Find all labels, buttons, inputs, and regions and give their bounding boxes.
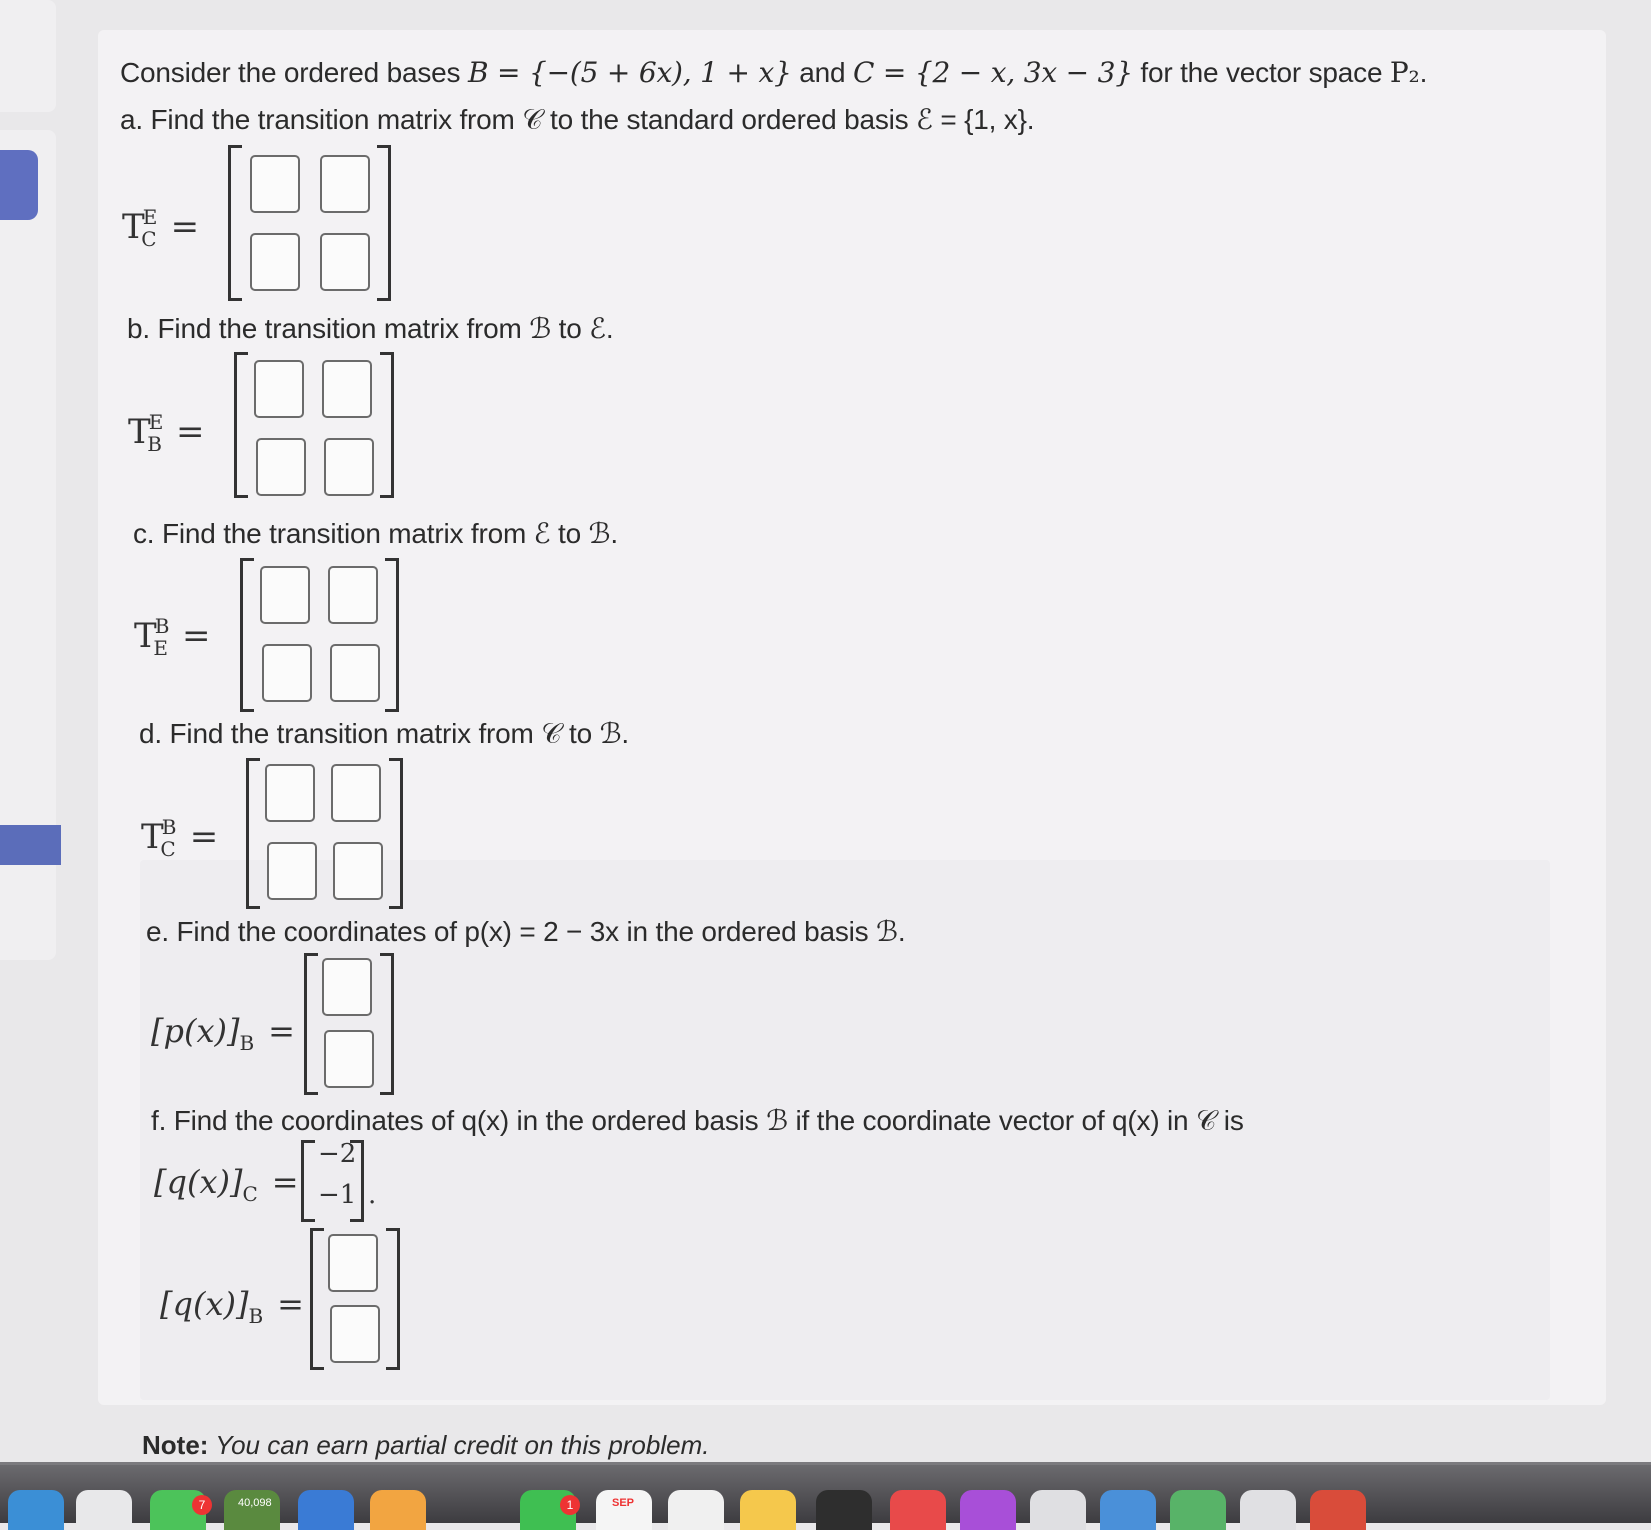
p-vector: [p(x)] [151,1012,240,1050]
basis-c: C = {2 − x, 3x − 3} [852,56,1133,89]
subscript: B [147,432,162,456]
equals-sign: = [271,1163,299,1201]
part-b-lhs [128,410,205,456]
app-icon[interactable] [1310,1490,1366,1530]
answer-d-11[interactable] [265,764,315,822]
equals-sign: = [268,1012,295,1050]
photos-icon[interactable] [370,1490,426,1530]
vector-bracket-right [386,1228,400,1370]
equals-sign: = [176,412,205,452]
matrix-bracket-right [385,558,399,712]
vector-bracket-right [380,953,394,1095]
basis-b: B = {−(5 + 6x), 1 + x} [467,56,792,89]
part-f-lhs [160,1285,304,1328]
subscript: E [153,636,168,660]
answer-f-1[interactable] [328,1234,378,1292]
given-period: . [368,1180,377,1210]
app-icon[interactable] [1100,1490,1156,1530]
given-value-1: −2 [318,1139,357,1169]
messages-badge: 7 [192,1495,212,1515]
part-d-prompt: d. Find the transition matrix from 𝒞 to ℬ. [139,718,629,749]
answer-a-21[interactable] [250,233,300,291]
answer-e-1[interactable] [322,958,372,1016]
sidebar-card [0,0,56,112]
part-d-lhs [141,815,218,861]
matrix-bracket-left [234,352,248,498]
answer-b-12[interactable] [322,360,372,418]
app-icon[interactable] [1240,1490,1296,1530]
t-symbol: T [122,207,145,247]
answer-b-11[interactable] [254,360,304,418]
problem-statement [120,56,1427,89]
given-value-2: −1 [318,1180,357,1210]
t-symbol: T [128,412,151,452]
facetime-badge: 1 [560,1495,580,1515]
part-f-prompt: f. Find the coordinates of q(x) in the ordered basis ℬ if the coordinate vector of q(x) in 𝒞 is [151,1105,1244,1136]
app-icon[interactable] [1170,1490,1226,1530]
subscript: B [239,1031,255,1055]
answer-a-11[interactable] [250,155,300,213]
matrix-bracket-right [389,758,403,909]
q-vector: [q(x)] [160,1285,249,1323]
part-c-lhs [134,614,211,660]
app-icon[interactable] [1030,1490,1086,1530]
superscript: E [148,410,164,434]
equals-sign: = [277,1285,304,1323]
answer-d-22[interactable] [333,842,383,900]
t-symbol: T [134,616,157,656]
equals-sign: = [189,817,219,857]
calendar-icon[interactable] [596,1490,652,1530]
part-e-lhs [151,1012,295,1055]
subscript: B [248,1304,264,1328]
part-a-prompt: a. Find the transition matrix from 𝒞 to the standard ordered basis ℰ = {1, x}. [120,104,1035,135]
part-e-prompt: e. Find the coordinates of p(x) = 2 − 3x in the ordered basis ℬ. [146,916,906,947]
subscript: C [160,837,176,861]
left-sidebar [0,0,80,960]
answer-b-21[interactable] [256,438,306,496]
t-symbol: T [141,817,164,857]
vector-space: P₂ [1389,56,1420,89]
matrix-bracket-left [240,558,254,712]
music-icon[interactable] [890,1490,946,1530]
app-store-icon[interactable] [298,1490,354,1530]
vector-bracket-left [304,953,318,1095]
terminal-icon[interactable] [816,1490,872,1530]
part-c-prompt: c. Find the transition matrix from ℰ to ℬ. [133,518,618,549]
matrix-bracket-right [380,352,394,498]
vector-bracket-left [310,1228,324,1370]
part-b-prompt: b. Find the transition matrix from ℬ to ℰ. [127,313,614,344]
answer-c-21[interactable] [262,644,312,702]
and-text: and [791,57,853,88]
subscript: C [141,227,157,251]
subscript: C [242,1182,258,1206]
sidebar-highlight[interactable] [0,825,61,865]
answer-d-21[interactable] [267,842,317,900]
chrome-icon[interactable] [76,1490,132,1530]
equals-sign: = [182,616,211,656]
answer-c-12[interactable] [328,566,378,624]
matrix-bracket-left [246,758,260,909]
q-vector: [q(x)] [154,1163,243,1201]
podcasts-icon[interactable] [960,1490,1016,1530]
intro-text: Consider the ordered bases [120,57,468,88]
superscript: E [142,205,158,229]
answer-a-12[interactable] [320,155,370,213]
notes-icon[interactable] [740,1490,796,1530]
sidebar-tab[interactable] [0,150,38,220]
equals-sign: = [170,207,200,247]
dock-counter: 40,098 [238,1497,272,1509]
vector-bracket-left [301,1140,315,1222]
period: . [1419,57,1428,88]
calendar-month: SEP [612,1497,635,1509]
superscript: B [154,614,170,638]
matrix-bracket-left [228,145,242,301]
note-label: Note: [142,1430,209,1460]
answer-d-12[interactable] [331,764,381,822]
part-f-given-lhs [154,1163,299,1206]
matrix-bracket-right [377,145,391,301]
partial-credit-note [142,1430,709,1461]
answer-e-2[interactable] [324,1030,374,1088]
safari-icon[interactable] [8,1490,64,1530]
answer-c-22[interactable] [330,644,380,702]
intro-text-2: for the vector space [1132,57,1390,88]
part-a-lhs [122,205,199,251]
reminders-icon[interactable] [668,1490,724,1530]
superscript: B [161,815,177,839]
answer-c-11[interactable] [260,566,310,624]
answer-b-22[interactable] [324,438,374,496]
note-text: You can earn partial credit on this problem. [208,1430,710,1460]
answer-a-22[interactable] [320,233,370,291]
answer-f-2[interactable] [330,1305,380,1363]
app-icon[interactable] [224,1490,280,1530]
